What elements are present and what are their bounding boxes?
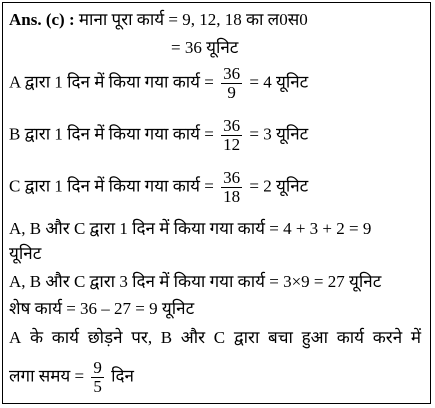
word: हुआ [301,328,329,347]
a-work-line [9,65,308,102]
c-work-line [9,169,308,206]
abc-one-day-unit: यूनिट [9,244,42,263]
word: B [160,328,173,347]
a-leaves-line [9,329,421,346]
b-work-result: = 3 यूनिट [249,124,309,144]
c-fraction-numerator: 36 [223,168,241,187]
b-work-label: B द्वारा 1 दिन में किया गया कार्य = [9,124,214,144]
abc-three-day-line: A, B और C द्वारा 3 दिन में किया गया कार्य = 3×9 = 27 यूनिट [9,272,382,291]
word: छोड़ने [87,328,123,347]
a-fraction-numerator: 36 [223,64,241,83]
word: में [410,328,421,347]
word: A [9,328,22,347]
a-work-label: A द्वारा 1 दिन में किया गया कार्य = [9,72,214,92]
word: बचा [268,328,293,347]
abc-one-day-line: A, B और C द्वारा 1 दिन में किया गया कार्य = 4 + 3 + 2 = 9 [9,219,372,238]
time-fraction [91,359,104,396]
c-fraction-denominator: 18 [223,186,241,206]
time-taken-line [9,359,134,396]
time-fraction-denominator: 5 [93,376,102,396]
b-fraction [221,117,242,154]
time-fraction-numerator: 9 [93,358,102,377]
word: कार्य [51,328,80,347]
word: द्वारा [233,328,260,347]
c-fraction [221,169,242,206]
remaining-work-line: शेष कार्य = 36 – 27 = 9 यूनिट [9,299,195,318]
time-taken-label: लगा समय = [9,366,85,386]
b-work-line [9,117,308,154]
a-fraction [221,65,242,102]
word: करने [372,328,403,347]
answer-label: Ans. (c) : [9,10,75,29]
a-fraction-denominator: 9 [227,82,236,102]
total-work-line: = 36 यूनिट [171,38,239,57]
c-work-result: = 2 यूनिट [249,176,309,196]
lcm-statement: माना पूरा कार्य = 9, 12, 18 का ल0स0 [78,10,308,29]
a-work-result: = 4 यूनिट [249,72,309,92]
time-unit: दिन [111,366,134,386]
b-fraction-denominator: 12 [223,134,241,154]
word: C [213,328,226,347]
answer-line [9,11,308,28]
word: कार्य [336,328,365,347]
solution-box [2,2,431,404]
word: पर, [131,328,153,347]
c-work-label: C द्वारा 1 दिन में किया गया कार्य = [9,176,214,196]
word: के [29,328,44,347]
b-fraction-numerator: 36 [223,116,241,135]
word: और [180,328,206,347]
